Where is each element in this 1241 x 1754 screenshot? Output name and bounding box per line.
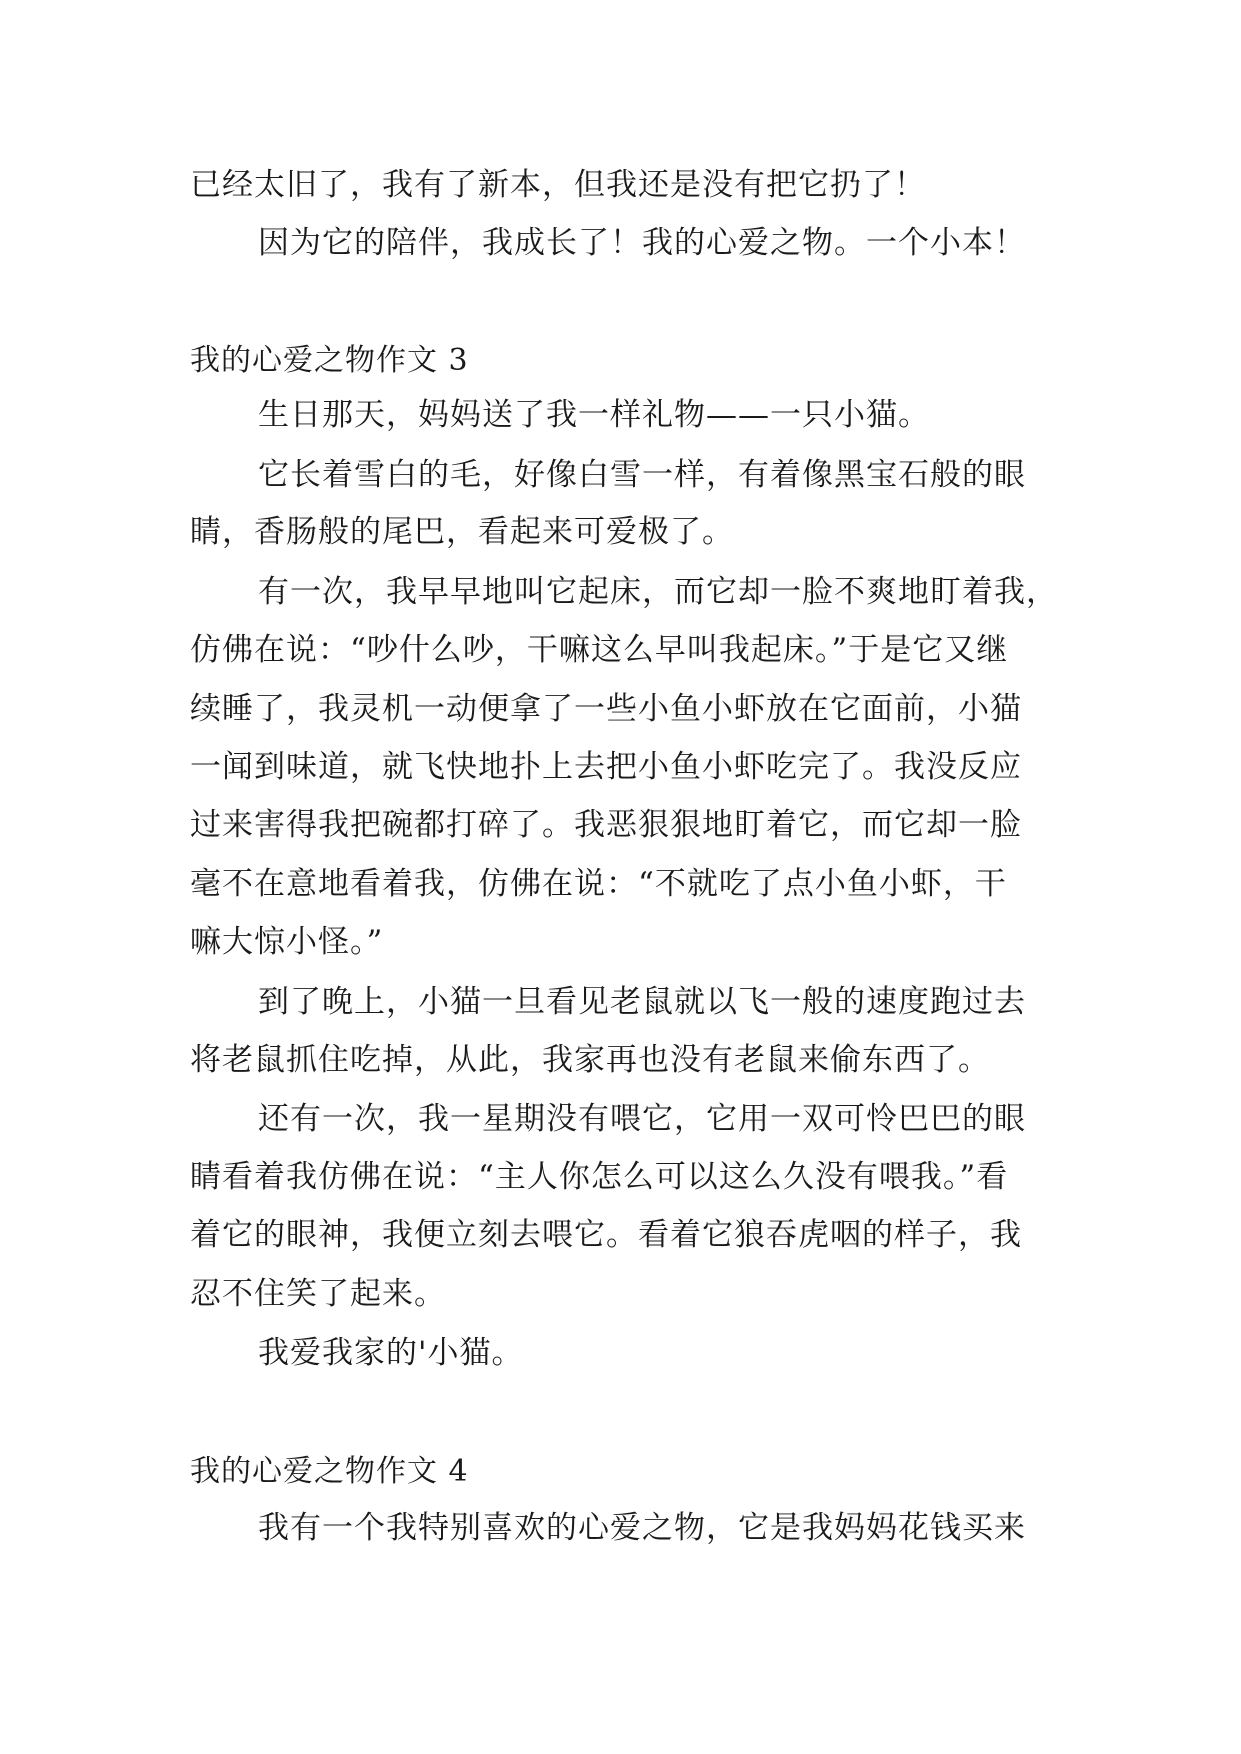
paragraph-line: 我有一个我特别喜欢的心爱之物，它是我妈妈花钱买来 [258,1510,1026,1546]
paragraph-line: 将老鼠抓住吃掉，从此，我家再也没有老鼠来偷东西了。 [190,1042,990,1078]
paragraph-line: 还有一次，我一星期没有喂它，它用一双可怜巴巴的眼 [258,1101,1026,1137]
paragraph-line: 续睡了，我灵机一动便拿了一些小鱼小虾放在它面前，小猫 [190,691,1022,727]
paragraph-line: 生日那天，妈妈送了我一样礼物——一只小猫。 [258,397,930,433]
paragraph-line: 到了晚上，小猫一旦看见老鼠就以飞一般的速度跑过去 [258,984,1026,1020]
paragraph-line: 有一次，我早早地叫它起床，而它却一脸不爽地盯着我， [258,574,1058,610]
section-heading: 我的心爱之物作文 4 [190,1454,469,1489]
paragraph-line: 毫不在意地看着我，仿佛在说：“不就吃了点小鱼小虾，干 [190,866,1007,902]
paragraph-line: 睛看着我仿佛在说：“主人你怎么可以这么久没有喂我。”看 [190,1159,1009,1195]
paragraph-line: 一闻到味道，就飞快地扑上去把小鱼小虾吃完了。我没反应 [190,749,1022,785]
paragraph-line: 已经太旧了，我有了新本，但我还是没有把它扔了！ [190,167,926,203]
paragraph-line: 我爱我家的'小猫。 [258,1335,524,1371]
paragraph-line: 它长着雪白的毛，好像白雪一样，有着像黑宝石般的眼 [258,457,1026,493]
paragraph-line: 因为它的陪伴，我成长了！我的心爱之物。一个小本！ [258,225,1026,261]
paragraph-line: 睛，香肠般的尾巴，看起来可爱极了。 [190,514,734,550]
paragraph-line: 过来害得我把碗都打碎了。我恶狠狠地盯着它，而它却一脸 [190,807,1022,843]
paragraph-line: 仿佛在说：“吵什么吵，干嘛这么早叫我起床。”于是它又继 [190,632,1009,668]
section-heading: 我的心爱之物作文 3 [190,343,469,378]
paragraph-line: 着它的眼神，我便立刻去喂它。看着它狼吞虎咽的样子，我 [190,1217,1022,1253]
paragraph-line: 忍不住笑了起来。 [190,1276,446,1312]
paragraph-line: 嘛大惊小怪。” [190,924,384,960]
